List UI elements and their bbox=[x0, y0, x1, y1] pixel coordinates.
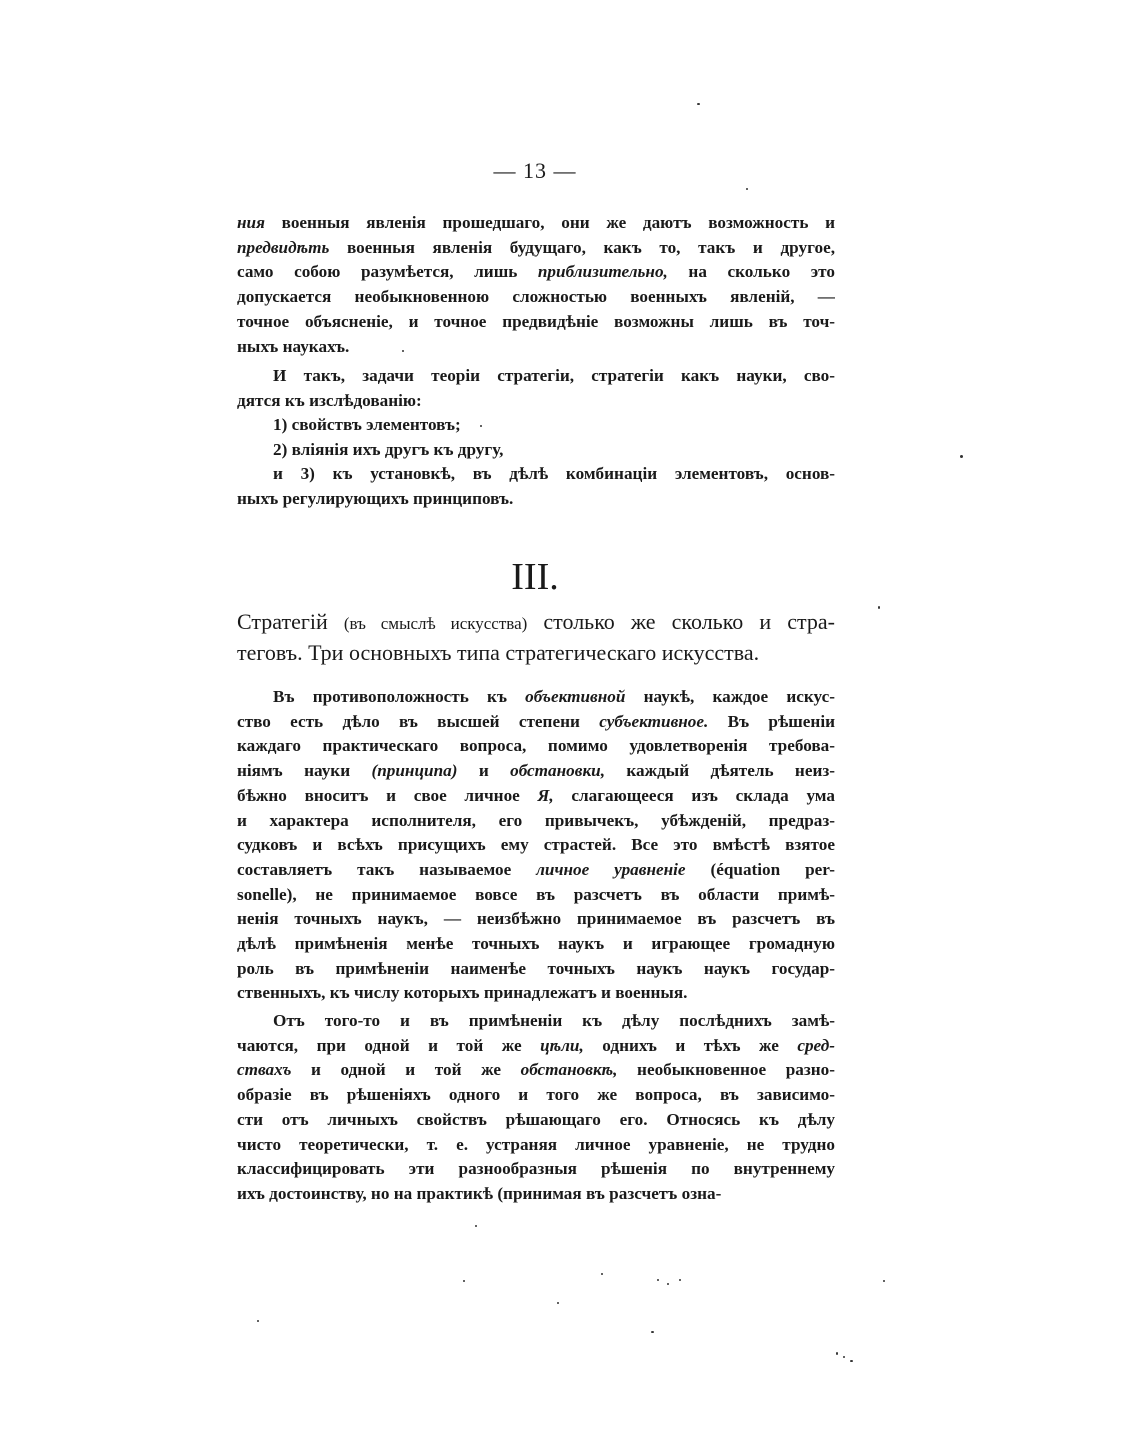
text-run: судковъ и всѣхъ присущихъ ему страстей. Все это вмѣстѣ взятое bbox=[237, 835, 835, 855]
summary-paragraph bbox=[237, 364, 835, 413]
scan-speck bbox=[746, 188, 748, 190]
paragraph bbox=[237, 1009, 835, 1207]
heading-text bbox=[237, 607, 835, 667]
small-run: (въ смыслѣ искусства) bbox=[343, 614, 528, 633]
section-number: III. bbox=[511, 556, 559, 598]
text-line bbox=[237, 285, 835, 310]
scan-speck bbox=[475, 1225, 477, 1227]
text-line bbox=[237, 932, 835, 957]
text-line bbox=[237, 759, 835, 784]
italic-run: ния bbox=[237, 213, 265, 232]
scan-speck bbox=[679, 1279, 681, 1281]
text-line bbox=[237, 981, 835, 1006]
text-run: чисто теоретически, т. е. устраняя личное уравненіе, не трудно bbox=[237, 1134, 835, 1154]
list-item: ныхъ регулирующихъ принциповъ. bbox=[237, 489, 514, 509]
text-line bbox=[237, 260, 835, 285]
scan-speck bbox=[257, 1320, 259, 1322]
text-line bbox=[237, 784, 835, 809]
text-line bbox=[237, 1133, 835, 1158]
text-run: и одной и той же bbox=[291, 1060, 521, 1080]
text-run: на сколько это bbox=[667, 262, 835, 282]
italic-run: приблизительно, bbox=[537, 262, 668, 282]
italic-run: объективной bbox=[525, 687, 626, 706]
text-line bbox=[237, 236, 835, 261]
text-run: (équation per- bbox=[685, 859, 835, 879]
text-line bbox=[237, 364, 835, 389]
text-run: сти отъ личныхъ свойствъ рѣшающаго его. Относясь къ дѣлу bbox=[237, 1109, 835, 1129]
scan-speck bbox=[480, 425, 482, 427]
scan-speck bbox=[657, 1279, 659, 1281]
text-run: ихъ достоинству, но на практикѣ (принимая въ разсчетъ озна- bbox=[237, 1183, 722, 1203]
text-run: и характера исполнителя, его привычекъ, убѣжденій, предраз- bbox=[237, 810, 835, 830]
scan-speck bbox=[557, 1302, 559, 1304]
text-run: ственныхъ, къ числу которыхъ принадлежатъ и военныя. bbox=[237, 983, 688, 1003]
text-line bbox=[237, 389, 835, 414]
italic-run: личное уравненіе bbox=[536, 859, 686, 879]
text-run: Стратегій bbox=[237, 609, 344, 634]
text-run: классифицировать эти разнообразныя рѣшенія по внутреннему bbox=[237, 1159, 835, 1179]
scan-speck bbox=[878, 606, 880, 609]
text-line bbox=[237, 734, 835, 759]
text-line bbox=[237, 310, 835, 335]
section-heading bbox=[237, 607, 835, 667]
enumeration-list bbox=[237, 413, 835, 512]
text-run: военныя явленія прошедшаго, они же даютъ возможность и bbox=[264, 213, 835, 232]
scan-speck bbox=[463, 1280, 465, 1282]
italic-run: сред- bbox=[797, 1035, 835, 1055]
text-line bbox=[237, 1034, 835, 1059]
body-paragraph-2 bbox=[237, 1009, 835, 1207]
text-line bbox=[237, 883, 835, 908]
text-run: sonelle), не принимаемое вовсе въ разсчетъ въ области примѣ- bbox=[237, 884, 835, 904]
text-run: само собою разумѣется, лишь bbox=[237, 262, 538, 282]
text-run: ніямъ науки bbox=[237, 761, 372, 781]
italic-run: Я, bbox=[537, 785, 554, 805]
text-run: образіе въ рѣшеніяхъ одного и того же вопроса, въ зависимо- bbox=[237, 1085, 835, 1105]
text-run: теговъ. Три основныхъ типа стратегическаго искусства. bbox=[237, 640, 760, 665]
scan-speck bbox=[601, 1273, 603, 1275]
paragraph bbox=[237, 364, 835, 413]
text-run: однихъ и тѣхъ же bbox=[583, 1035, 798, 1055]
list-item: 1) свойствъ элементовъ; bbox=[273, 415, 461, 434]
scan-speck bbox=[843, 1356, 845, 1358]
text-run: наукѣ, каждое искус- bbox=[625, 687, 835, 706]
text-run: дѣлѣ примѣненія менѣе точныхъ наукъ и играющее громадную bbox=[237, 934, 835, 954]
text-run: каждый дѣятель неиз- bbox=[605, 761, 835, 781]
italic-run: субъективное. bbox=[599, 711, 709, 731]
page-number: — 13 — bbox=[493, 158, 577, 183]
text-line bbox=[237, 1083, 835, 1108]
italic-run: ствахъ bbox=[237, 1060, 292, 1080]
text-run: дятся къ изслѣдованію: bbox=[237, 390, 422, 410]
text-line bbox=[237, 335, 835, 360]
text-run: и bbox=[457, 761, 511, 781]
text-line bbox=[237, 1108, 835, 1133]
text-run: ство есть дѣло въ высшей степени bbox=[237, 711, 600, 731]
text-line bbox=[237, 638, 835, 667]
scan-speck bbox=[960, 455, 963, 458]
scan-speck bbox=[850, 1360, 853, 1362]
text-run: ныхъ наукахъ. bbox=[237, 336, 350, 356]
scan-speck bbox=[883, 1280, 885, 1282]
text-run: И такъ, задачи теоріи стратегіи, стратегіи какъ науки, сво- bbox=[273, 366, 835, 385]
text-line bbox=[237, 833, 835, 858]
scan-speck bbox=[836, 1352, 838, 1355]
text-run: бѣжно вноситъ и свое личное bbox=[237, 785, 538, 805]
italic-run: цѣли, bbox=[540, 1035, 584, 1055]
italic-run: обстановки, bbox=[510, 761, 606, 781]
text-run: каждаго практическаго вопроса, помимо удовлетворенія требова- bbox=[237, 736, 835, 756]
italic-run: (принципа) bbox=[371, 761, 458, 781]
text-run: чаются, при одной и той же bbox=[237, 1035, 541, 1055]
text-run: ненія точныхъ наукъ, — неизбѣжно принимаемое въ разсчетъ въ bbox=[237, 909, 835, 929]
text-run: столько же сколько и стра- bbox=[527, 609, 835, 634]
text-run: допускается необыкновенною сложностью военныхъ явленій, — bbox=[237, 287, 835, 307]
scan-speck bbox=[402, 350, 404, 352]
text-line bbox=[237, 710, 835, 735]
top-paragraph bbox=[237, 211, 835, 359]
text-run: роль въ примѣненіи наименѣе точныхъ наукъ наукъ государ- bbox=[237, 958, 835, 978]
text-run: Въ противоположность къ bbox=[273, 687, 526, 706]
text-line bbox=[237, 907, 835, 932]
text-line bbox=[237, 809, 835, 834]
text-run: военныя явленія будущаго, какъ то, такъ и другое, bbox=[329, 237, 835, 257]
text-line bbox=[237, 1009, 835, 1034]
text-line bbox=[237, 957, 835, 982]
paragraph bbox=[237, 685, 835, 1006]
text-line bbox=[237, 685, 835, 710]
scan-speck bbox=[667, 1283, 669, 1285]
scan-speck bbox=[651, 1331, 654, 1333]
paragraph bbox=[237, 211, 835, 359]
text-line bbox=[237, 858, 835, 883]
text-run: слагающееся изъ склада ума bbox=[553, 785, 835, 805]
italic-run: обстановкѣ, bbox=[520, 1060, 618, 1080]
text-run: составляетъ такъ называемое bbox=[237, 859, 537, 879]
text-line bbox=[237, 211, 835, 236]
text-run: Въ рѣшеніи bbox=[708, 711, 835, 731]
scan-speck bbox=[697, 103, 700, 105]
list-item: 2) вліянія ихъ другъ къ другу, bbox=[273, 439, 504, 459]
italic-run: предвидѣть bbox=[237, 237, 330, 257]
text-run: необыкновенное разно- bbox=[617, 1060, 835, 1080]
list-item: и 3) къ установкѣ, въ дѣлѣ комбинаціи элементовъ, основ- bbox=[273, 464, 835, 484]
body-paragraph-1 bbox=[237, 685, 835, 1006]
text-line bbox=[237, 1182, 835, 1207]
text-line bbox=[237, 607, 835, 638]
text-line bbox=[237, 1157, 835, 1182]
text-run: точное объясненіе, и точное предвидѣніе возможны лишь въ точ- bbox=[237, 311, 835, 331]
text-run: Отъ того-то и въ примѣненіи къ дѣлу послѣднихъ замѣ- bbox=[273, 1011, 835, 1030]
text-line bbox=[237, 1058, 835, 1083]
